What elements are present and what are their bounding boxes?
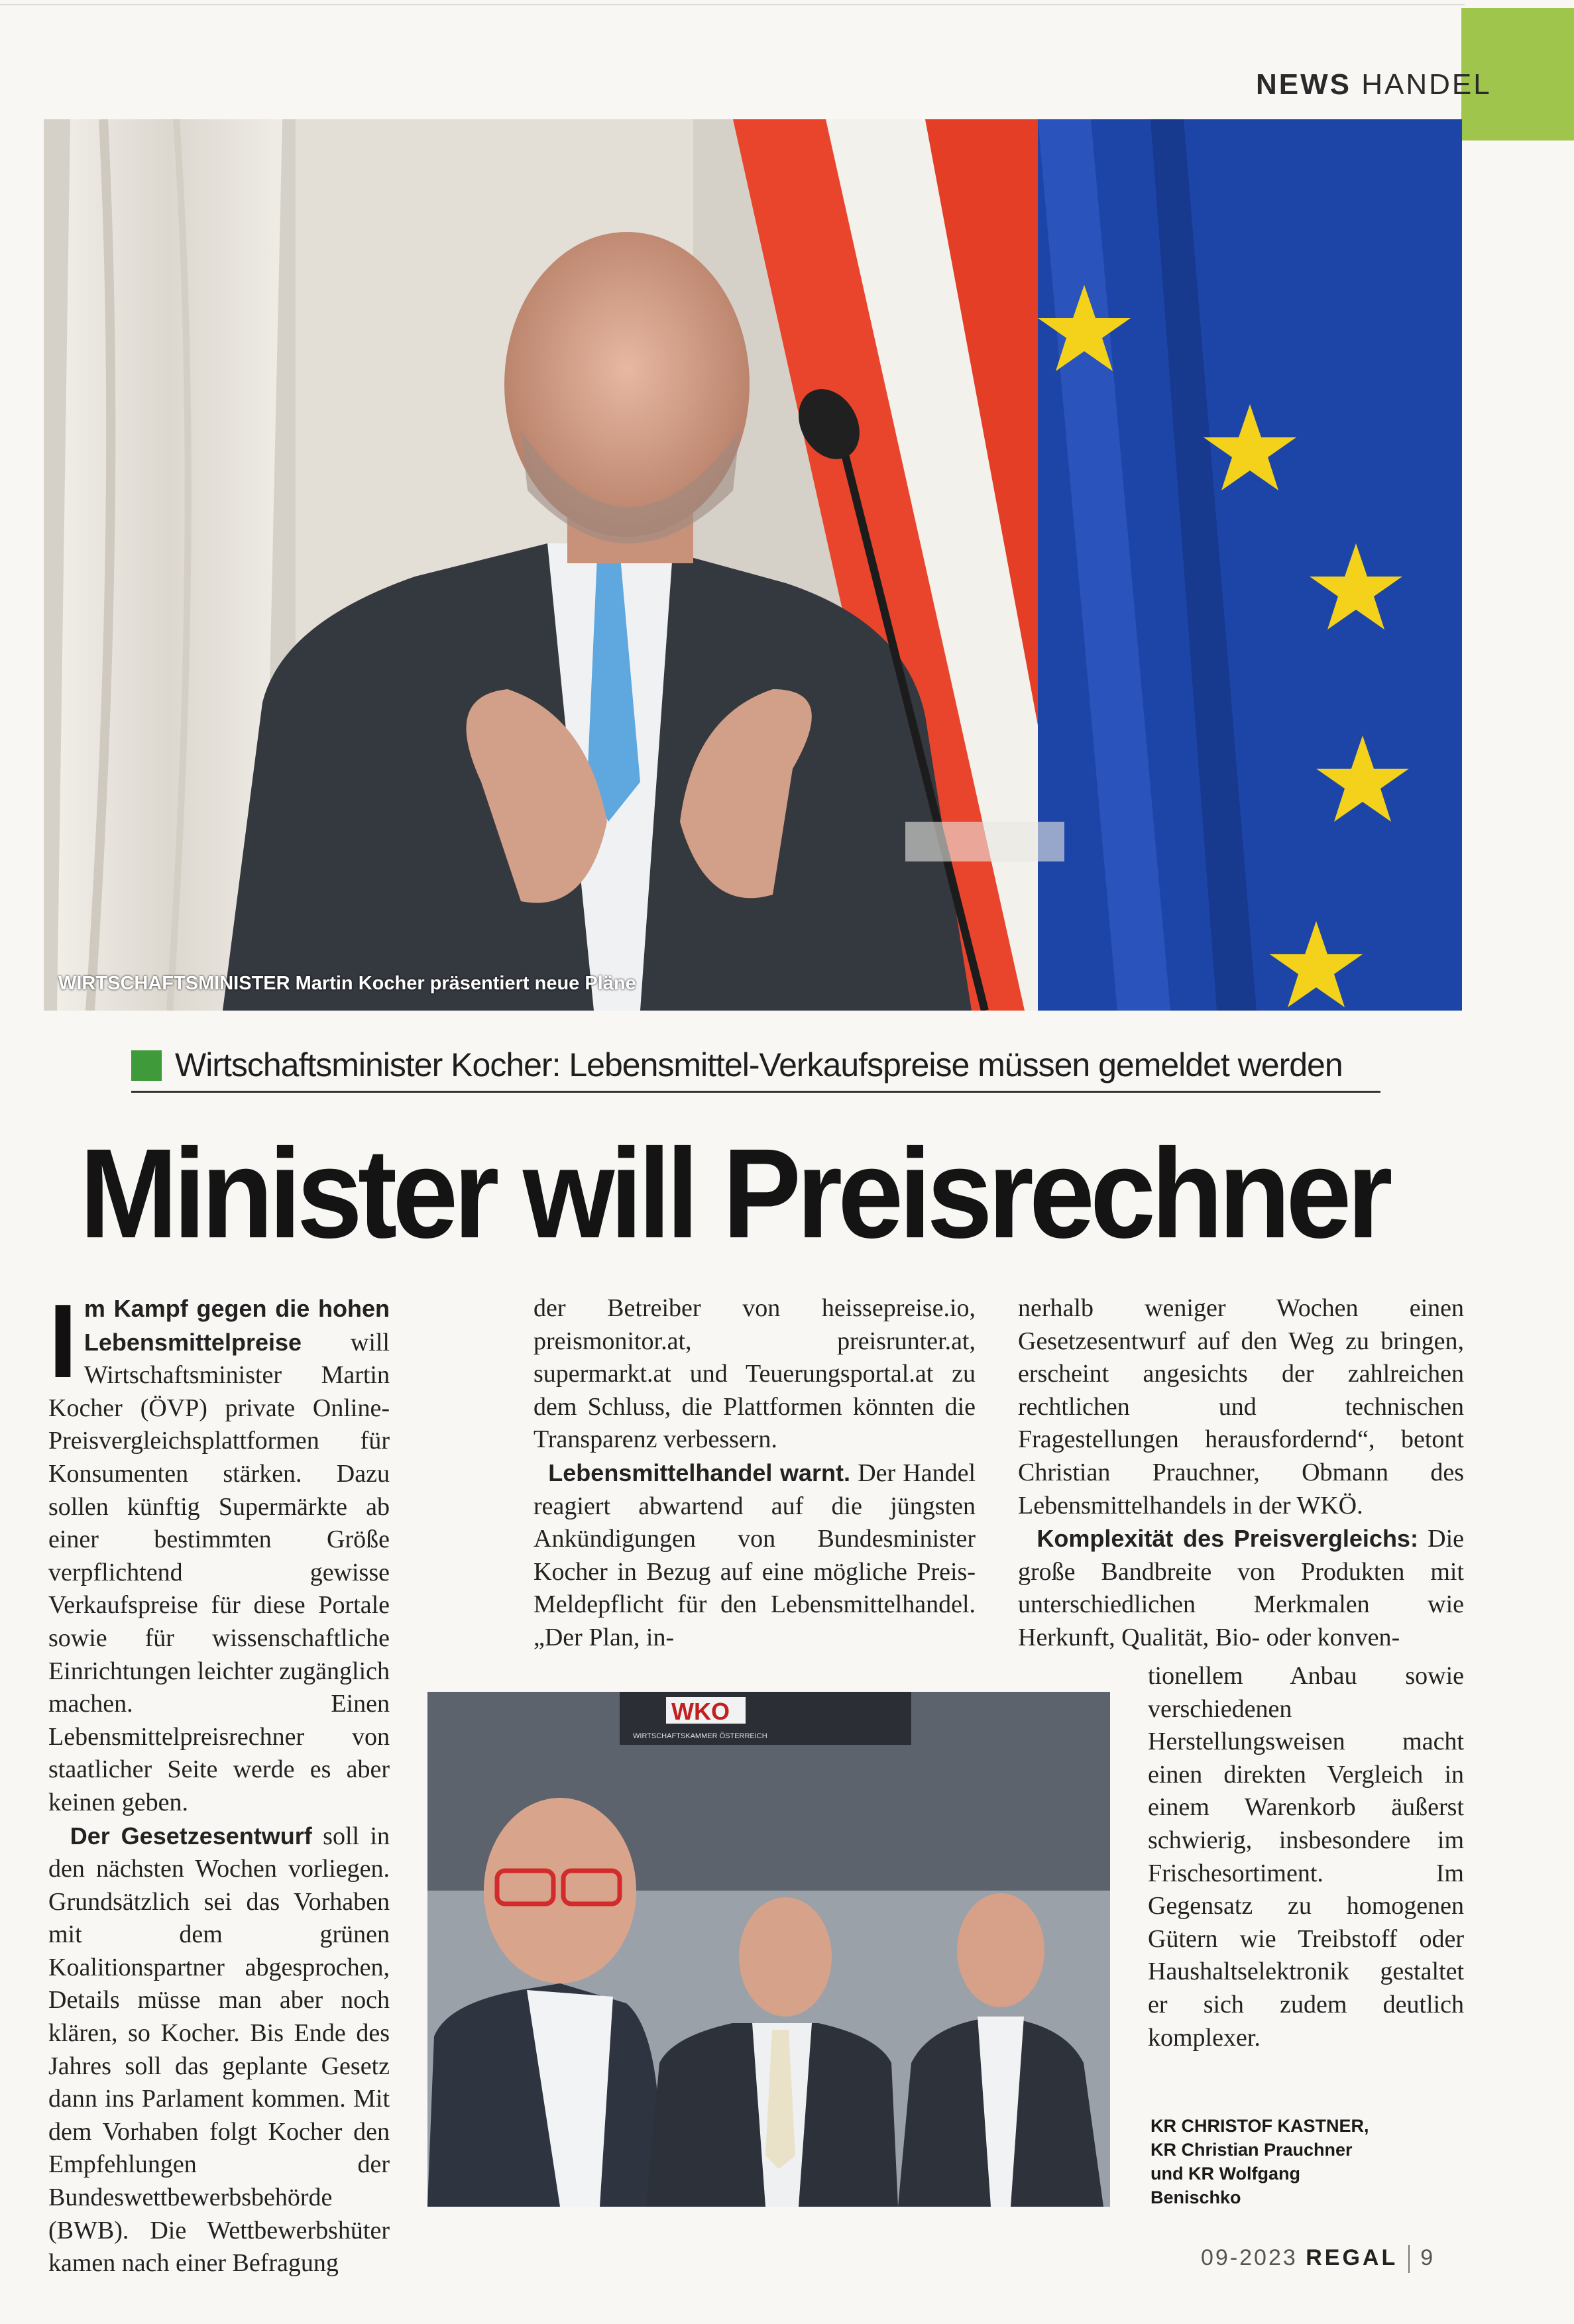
wko-sign-text: WKO xyxy=(671,1698,730,1725)
section-label: NEWS HANDEL xyxy=(1256,68,1492,101)
col3-paragraph-1: nerhalb weniger Wochen einen Gesetzesentwurf auf den Weg zu bringen, erscheint angesichts der zahlreichen rechtlichen und technischen Fragestellungen herausfordernd“, betont Christian Prauchner, Obmann des Lebensmittelhandels in der WKÖ. xyxy=(1018,1294,1464,1520)
subhead-gesetzesentwurf: Der Gesetzesentwurf xyxy=(70,1822,312,1850)
main-photo-illustration xyxy=(44,119,1462,1011)
lead-in: m Kampf gegen die hohen Lebensmittelpreise xyxy=(84,1295,390,1356)
article-column-1 xyxy=(48,1283,390,2280)
article-column-3 xyxy=(1018,1292,1464,1655)
footer-divider xyxy=(1408,2245,1410,2273)
magazine-name: REGAL xyxy=(1306,2245,1398,2270)
article-column-3-continued: tionellem Anbau sowie verschiedenen Herstellungsweisen macht einen direkten Vergleich in einem Warenkorb äußerst schwierig, insbesondere im Frischesortiment. Im Gegensatz zu homogenen Gütern wie Treibstoff oder Haushaltselektronik gestaltet er sich zudem deutlich komplexer. xyxy=(1148,1662,1464,2052)
group-photo xyxy=(427,1692,1110,2207)
page-number: 9 xyxy=(1420,2245,1435,2270)
kicker-underline xyxy=(131,1091,1380,1093)
col1-paragraph-1: will Wirtschaftsminister Martin Kocher (ÖVP) private Online-Preisvergleichsplattformen für Konsumenten stärken. Dazu sollen künftig Supermärkte ab einer bestimmten Größe verpflichtend gewisse Verkaufspreise für diese Portale sowie für wissenschaftliche Einrichtungen leichter zugänglich machen. Einen Lebensmittelpreisrechner von staatlicher Seite werde es aber keinen geben. xyxy=(48,1328,390,1816)
main-photo xyxy=(44,119,1462,1011)
subhead-handel-warnt: Lebensmittelhandel warnt. xyxy=(548,1459,851,1486)
wko-sign-subtext: WIRTSCHAFTSKAMMER ÖSTERREICH xyxy=(633,1732,767,1740)
kicker-square-icon xyxy=(131,1050,162,1081)
subhead-komplexitaet: Komplexität des Preisvergleichs: xyxy=(1037,1525,1418,1553)
col2-paragraph-1: der Betreiber von heissepreise.io, preismonitor.at, preisrunter.at, supermarkt.at und Teuerungsportal.at zu dem Schluss, die Plattformen könnten die Transparenz verbessern. xyxy=(534,1294,976,1454)
main-photo-caption: WIRTSCHAFTSMINISTER Martin Kocher präsentiert neue Pläne xyxy=(58,973,636,994)
issue-date: 09-2023 xyxy=(1201,2245,1298,2270)
col2-paragraph-2: Der Handel reagiert abwartend auf die jüngsten Ankündigungen von Bundesminister Kocher in Bezug auf eine mögliche Preis-Meldepflicht für den Lebensmittelhandel. „Der Plan, in- xyxy=(534,1459,976,1651)
col3-paragraph-2: Die große Bandbreite von Produkten mit unterschiedlichen Merkmalen wie Herkunft, Qualität, Bio- oder konven- xyxy=(1018,1525,1465,1651)
col1-paragraph-2: soll in den nächsten Wochen vorliegen. Grundsätzlich sei das Vorhaben mit dem grünen Koalitionspartner abgesprochen, Details müsse man aber noch klären, so Kocher. Bis Ende des Jahres soll das geplante Gesetz dann ins Parlament kommen. Mit dem Vorhaben folgt Kocher den Empfehlungen der Bundeswettbewerbsbehörde (BWB). Die Wettbewerbshüter kamen nach einer Befragung xyxy=(48,1822,390,2278)
group-photo-caption: KR CHRISTOF KASTNER, KR Christian Prauchner und KR Wolfgang Benischko xyxy=(1151,2116,1369,2207)
headline: Minister will Preisrechner xyxy=(80,1122,1388,1265)
drop-cap: I xyxy=(48,1283,78,1400)
top-rule xyxy=(0,4,1465,5)
page-footer xyxy=(1201,2245,1435,2273)
article-column-2 xyxy=(534,1292,976,1655)
kicker-line: Wirtschaftsminister Kocher: Lebensmittel-Verkaufspreise müssen gemeldet werden xyxy=(175,1046,1343,1083)
group-photo-illustration xyxy=(427,1692,1110,2207)
